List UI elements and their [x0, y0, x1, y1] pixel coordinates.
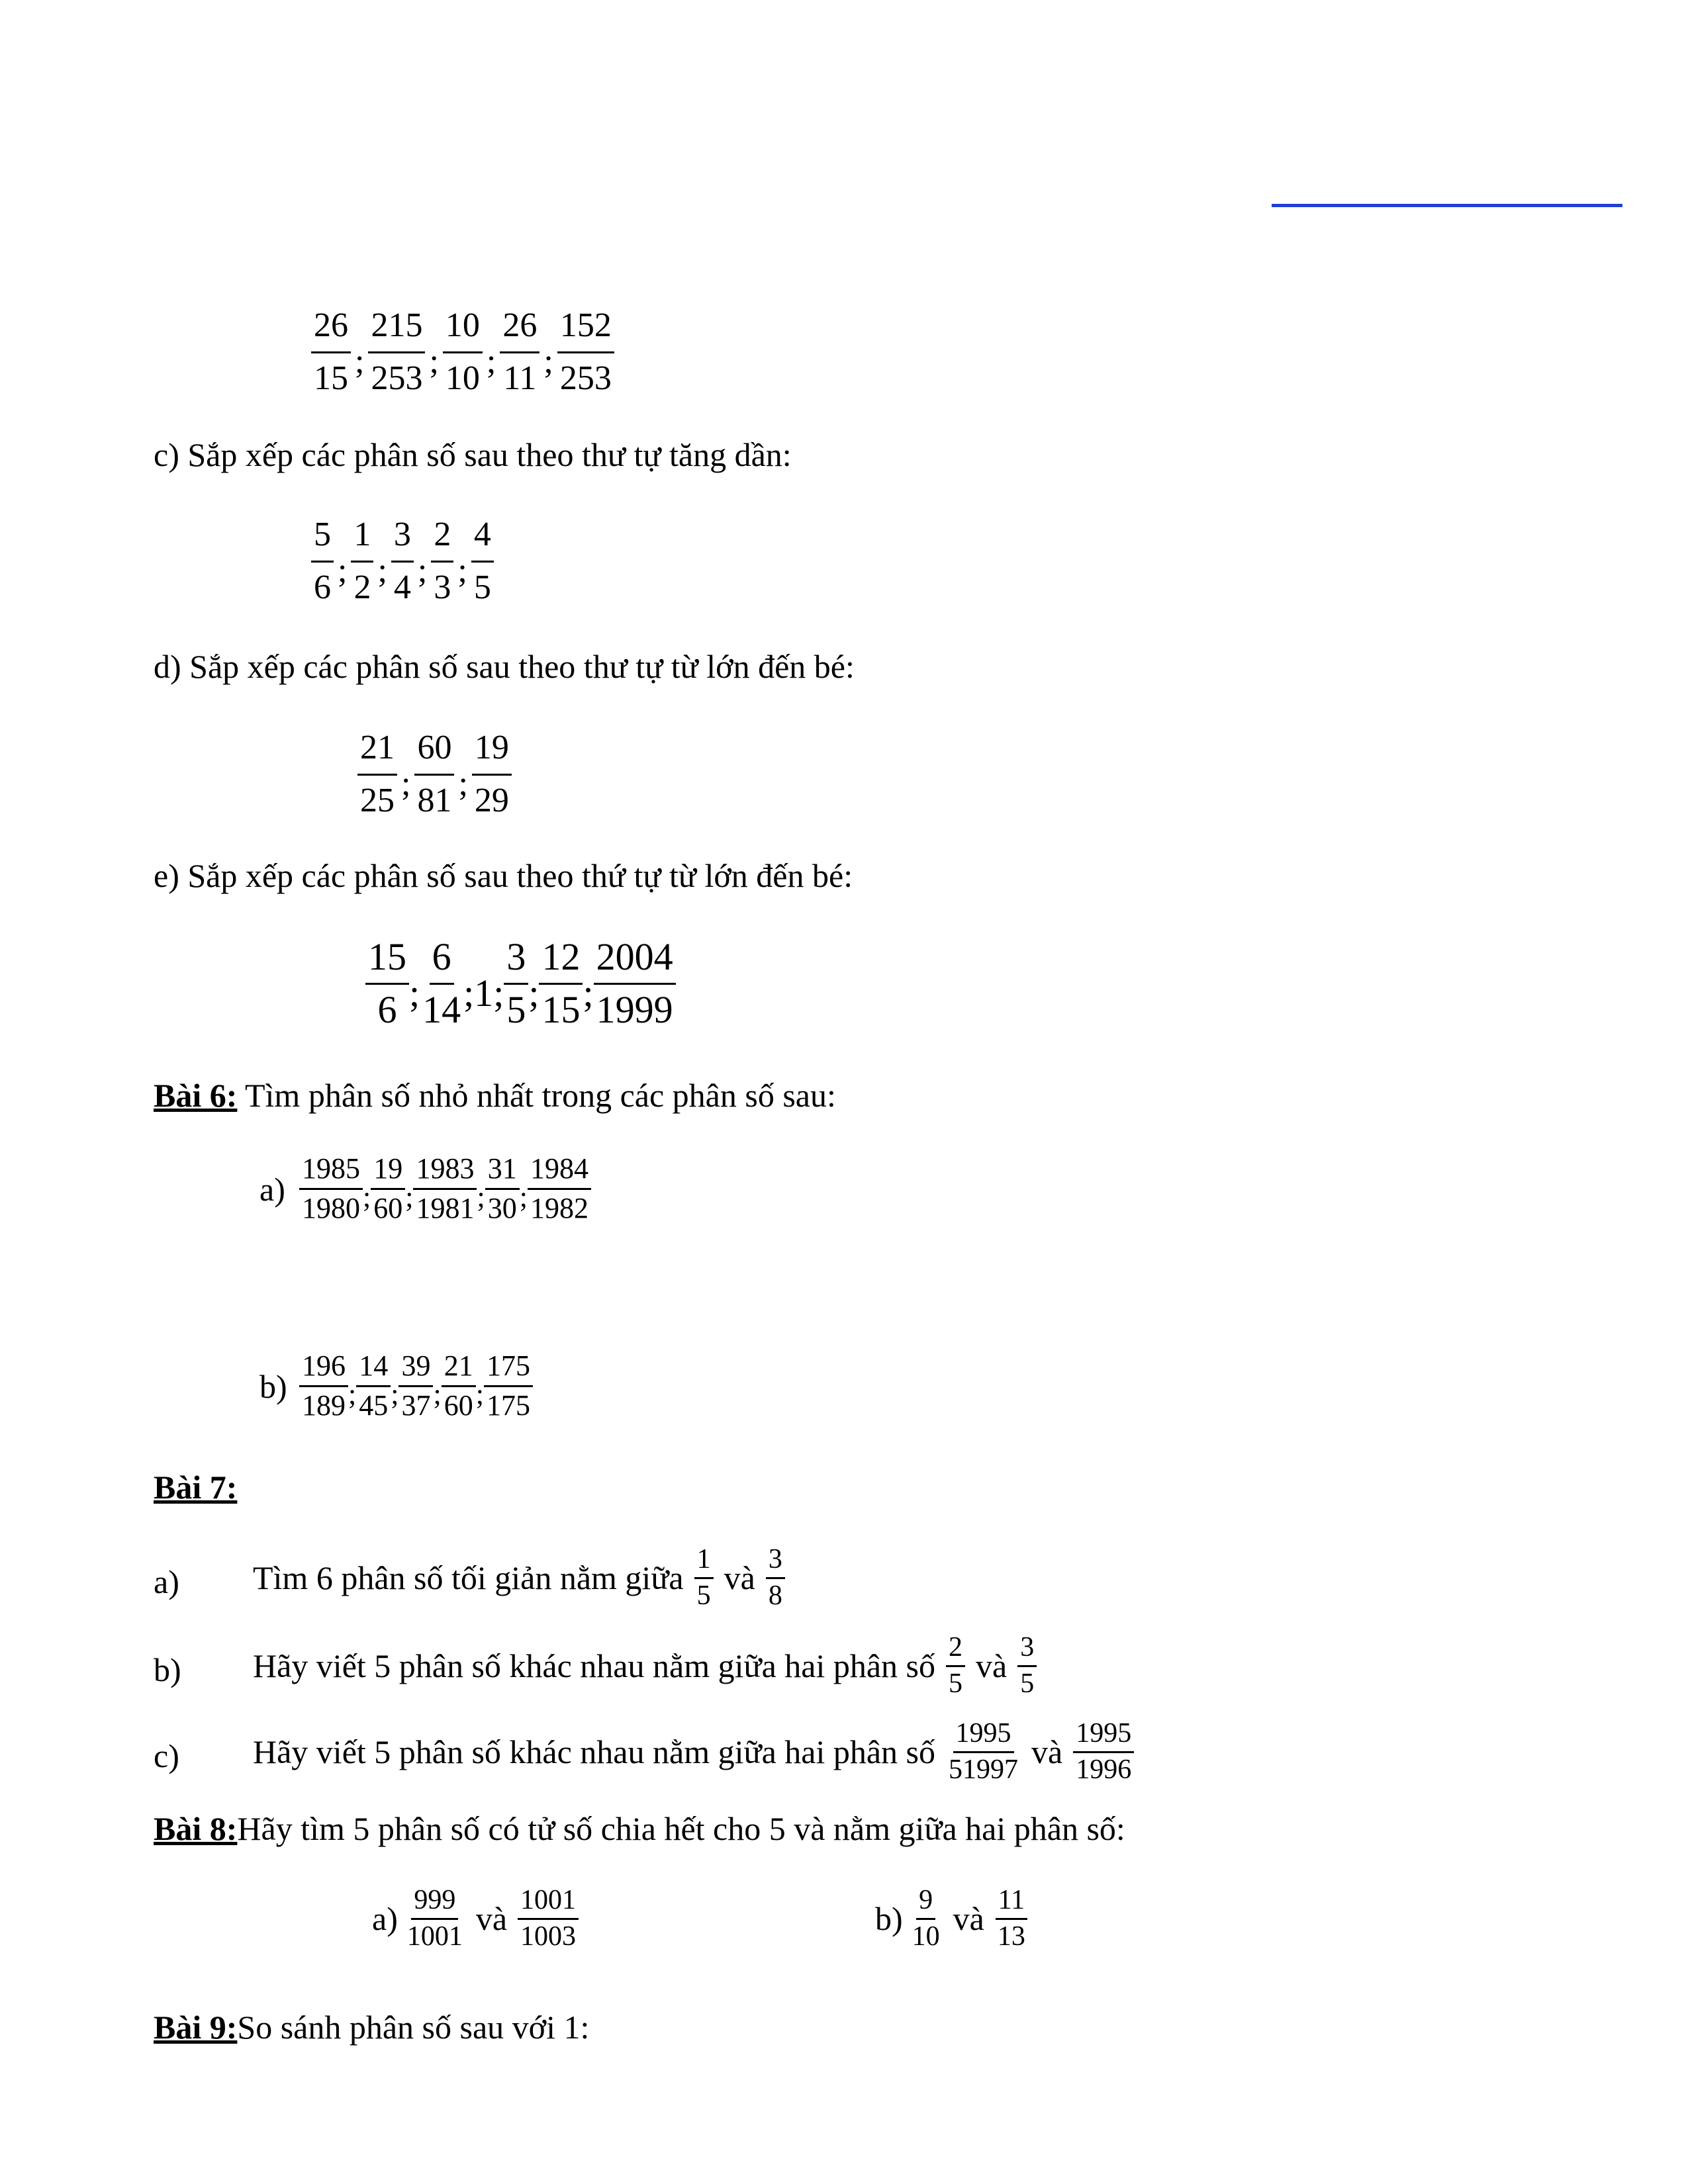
- section-e-text: e) Sắp xếp các phân số sau theo thứ tự từ lớn đến bé:: [154, 857, 853, 894]
- denominator: 175: [486, 1389, 530, 1422]
- denominator: 5: [473, 569, 491, 606]
- separator: ;: [475, 1378, 484, 1410]
- va-word: và: [976, 1647, 1008, 1684]
- bai7-c-line: [253, 1719, 1134, 1784]
- numerator: 14: [356, 1349, 391, 1387]
- fraction: [399, 1349, 433, 1422]
- fraction: [485, 1152, 520, 1225]
- fraction: [311, 515, 334, 607]
- numerator: 11: [996, 1886, 1027, 1920]
- bai9-heading: [154, 2011, 589, 2044]
- numerator: 21: [357, 728, 397, 776]
- numerator: 15: [365, 934, 409, 985]
- section-d-text: d) Sắp xếp các phân số sau theo thư tự từ lớn đến bé:: [154, 648, 855, 685]
- fraction: [299, 1349, 348, 1422]
- denominator: 29: [474, 782, 509, 819]
- denominator: 189: [302, 1389, 346, 1422]
- fraction-list-d: [357, 728, 512, 820]
- fraction: [1017, 1633, 1037, 1698]
- numerator: 999: [411, 1886, 458, 1920]
- denominator: 10: [445, 359, 480, 397]
- numerator: 1984: [528, 1152, 591, 1190]
- numerator: 2: [431, 515, 453, 563]
- bai9-text: So sánh phân số sau với 1:: [237, 2009, 590, 2046]
- numerator: 3: [504, 934, 528, 985]
- separator: ;: [338, 552, 348, 590]
- numerator: 19: [472, 728, 512, 776]
- fraction-list-bai6-a: [299, 1152, 591, 1225]
- fraction-list-bai6-b: [299, 1349, 533, 1422]
- denominator: 5: [506, 988, 526, 1031]
- separator: ;: [433, 1378, 442, 1410]
- denominator: 45: [359, 1389, 389, 1422]
- denominator: 6: [314, 569, 331, 606]
- fraction: [472, 728, 512, 820]
- bai7-b-label: b): [154, 1651, 181, 1688]
- bai6-text: Tìm phân số nhỏ nhất trong các phân số sau:: [237, 1077, 836, 1114]
- denominator: 14: [422, 988, 461, 1031]
- denominator: 30: [487, 1192, 517, 1224]
- numerator: 9: [916, 1886, 935, 1920]
- fraction: [442, 1349, 476, 1422]
- fraction: [471, 515, 494, 607]
- fraction: [311, 306, 351, 398]
- denominator: 1001: [406, 1921, 463, 1952]
- denominator: 5: [1020, 1668, 1035, 1699]
- fraction: [484, 1349, 533, 1422]
- numerator: 31: [485, 1152, 520, 1190]
- numerator: 6: [430, 934, 454, 985]
- numerator: 21: [442, 1349, 476, 1387]
- fraction-list-c: [311, 515, 494, 607]
- bai8-b-line: [875, 1886, 1028, 1950]
- separator: ;: [405, 1181, 414, 1213]
- separator: ;1;: [463, 972, 504, 1015]
- numerator: 196: [299, 1349, 348, 1387]
- bai7-label: Bài 7:: [154, 1469, 238, 1506]
- separator: ;: [377, 552, 387, 590]
- numerator: 12: [539, 934, 583, 985]
- numerator: 152: [557, 306, 614, 353]
- denominator: 60: [373, 1192, 403, 1224]
- va-word: và: [953, 1899, 984, 1937]
- va-word: và: [1031, 1733, 1063, 1770]
- fraction: [539, 934, 583, 1032]
- bai8-b-label: b): [875, 1899, 903, 1937]
- separator: ;: [543, 343, 553, 381]
- denominator: 1003: [520, 1921, 577, 1952]
- fraction: [557, 306, 614, 398]
- separator: ;: [391, 1378, 399, 1410]
- numerator: 2: [946, 1633, 965, 1667]
- numerator: 26: [500, 306, 539, 353]
- fraction: [356, 1349, 391, 1422]
- bai7-b-line: [253, 1633, 1037, 1698]
- fraction: [357, 728, 397, 820]
- header-link-underline[interactable]: [1272, 204, 1622, 207]
- separator: ;: [429, 343, 439, 381]
- fraction: [946, 1719, 1021, 1784]
- va-word: và: [724, 1559, 755, 1596]
- fraction: [910, 1886, 943, 1950]
- va-word: và: [475, 1899, 508, 1937]
- numerator: 1995: [953, 1719, 1014, 1753]
- fraction: [594, 934, 676, 1032]
- denominator: 253: [559, 359, 612, 397]
- numerator: 26: [311, 306, 351, 353]
- bai8-heading: [154, 1812, 1125, 1845]
- fraction: [299, 1152, 363, 1225]
- bai8-a-line: [372, 1886, 579, 1950]
- fraction: [420, 934, 463, 1032]
- numerator: 1001: [518, 1886, 579, 1920]
- fraction: [504, 934, 528, 1032]
- denominator: 11: [503, 359, 537, 397]
- separator: ;: [477, 1181, 485, 1213]
- bai7-a-label: a): [154, 1563, 179, 1600]
- separator: ;: [457, 552, 467, 590]
- bai7-a-text: Tìm 6 phân số tối giản nằm giữa: [253, 1559, 684, 1596]
- numerator: 175: [484, 1349, 533, 1387]
- bai6-label: Bài 6:: [154, 1077, 238, 1114]
- numerator: 5: [311, 515, 334, 563]
- denominator: 25: [360, 782, 395, 819]
- section-c-text: c) Sắp xếp các phân số sau theo thư tự tăng dần:: [154, 436, 792, 473]
- separator: ;: [583, 972, 594, 1015]
- separator: ;: [519, 1181, 528, 1213]
- separator: ;: [348, 1378, 357, 1410]
- fraction: [368, 306, 425, 398]
- bai7-b-text: Hãy viết 5 phân số khác nhau nằm giữa hai phân số: [253, 1647, 936, 1684]
- numerator: 19: [371, 1152, 405, 1190]
- denominator: 253: [371, 359, 423, 397]
- denominator: 1996: [1076, 1754, 1132, 1785]
- fraction-list-e: [365, 934, 676, 1032]
- fraction: [443, 306, 483, 398]
- numerator: 3: [766, 1545, 785, 1579]
- denominator: 15: [541, 988, 581, 1031]
- denominator: 1981: [416, 1192, 475, 1224]
- numerator: 3: [1017, 1633, 1037, 1667]
- fraction: [404, 1886, 465, 1950]
- separator: ;: [401, 765, 411, 803]
- fraction: [371, 1152, 405, 1225]
- numerator: 215: [368, 306, 425, 353]
- denominator: 6: [377, 988, 397, 1031]
- fraction: [1073, 1719, 1134, 1784]
- denominator: 4: [393, 569, 411, 606]
- numerator: 1: [351, 515, 373, 563]
- fraction: [995, 1886, 1028, 1950]
- fraction: [431, 515, 453, 607]
- fraction: [414, 728, 454, 820]
- denominator: 13: [997, 1921, 1025, 1952]
- bai7-c-label: c): [154, 1737, 179, 1774]
- fraction: [528, 1152, 591, 1225]
- bai8-text: Hãy tìm 5 phân số có tử số chia hết cho 5 và nằm giữa hai phân số:: [237, 1810, 1125, 1847]
- fraction-list-1: [311, 306, 614, 398]
- fraction: [694, 1545, 714, 1610]
- fraction: [413, 1152, 477, 1225]
- separator: ;: [486, 343, 496, 381]
- bai7-c-text: Hãy viết 5 phân số khác nhau nằm giữa hai phân số: [253, 1733, 936, 1770]
- numerator: 2004: [594, 934, 676, 985]
- denominator: 2: [353, 569, 371, 606]
- denominator: 5: [949, 1668, 963, 1699]
- numerator: 3: [391, 515, 414, 563]
- denominator: 5: [696, 1580, 711, 1611]
- fraction: [946, 1633, 965, 1698]
- numerator: 10: [443, 306, 483, 353]
- fraction: [391, 515, 414, 607]
- denominator: 8: [768, 1580, 782, 1611]
- denominator: 10: [912, 1921, 940, 1952]
- numerator: 4: [471, 515, 494, 563]
- denominator: 51997: [949, 1754, 1019, 1785]
- bai6-b-label: b): [259, 1368, 287, 1405]
- separator: ;: [409, 972, 420, 1015]
- separator: ;: [417, 552, 428, 590]
- numerator: 1995: [1073, 1719, 1134, 1753]
- bai7-a-line: [253, 1545, 785, 1610]
- denominator: 1980: [302, 1192, 360, 1224]
- fraction: [766, 1545, 785, 1610]
- numerator: 1: [694, 1545, 714, 1579]
- denominator: 60: [444, 1389, 473, 1422]
- denominator: 15: [314, 359, 348, 397]
- separator: ;: [528, 972, 539, 1015]
- numerator: 60: [414, 728, 454, 776]
- denominator: 1999: [596, 988, 673, 1031]
- numerator: 1983: [413, 1152, 477, 1190]
- denominator: 3: [434, 569, 451, 606]
- separator: ;: [363, 1181, 371, 1213]
- bai6-a-label: a): [259, 1171, 285, 1208]
- fraction: [365, 934, 409, 1032]
- bai6-heading: [154, 1079, 836, 1112]
- numerator: 39: [399, 1349, 433, 1387]
- bai9-label: Bài 9:: [154, 2009, 238, 2046]
- fraction: [518, 1886, 579, 1950]
- denominator: 1982: [530, 1192, 588, 1224]
- denominator: 81: [417, 782, 452, 819]
- denominator: 37: [401, 1389, 431, 1422]
- bai8-a-label: a): [372, 1899, 398, 1937]
- separator: ;: [355, 343, 365, 381]
- bai8-label: Bài 8:: [154, 1810, 238, 1847]
- fraction: [500, 306, 539, 398]
- numerator: 1985: [299, 1152, 363, 1190]
- separator: ;: [458, 765, 468, 803]
- fraction: [351, 515, 373, 607]
